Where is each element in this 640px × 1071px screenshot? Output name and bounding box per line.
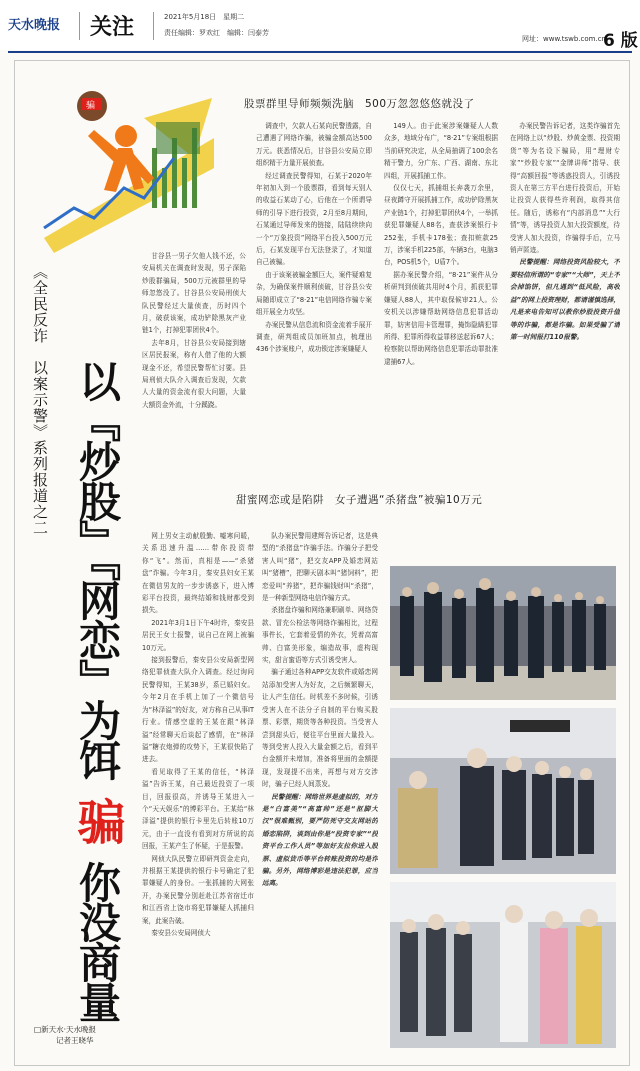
article1-subtitle: 股票群里导师频频洗脑 500万忽忽悠悠就没了 xyxy=(244,98,475,110)
article2-paragraph: 网侦大队民警立即研判资金走向，并根据王某提供的银行卡号确定了犯罪嫌疑人的身份。一张抓捕的大网张开，办案民警分别赶赴江苏省宿迁市和江西省上饶市将犯罪嫌疑人抓捕归案，此案告破。 xyxy=(142,854,254,925)
article1-warning xyxy=(510,256,620,343)
article2-paragraph: 网上男女主动献殷勤、嘘寒问暖，关系迅速升温……带你投资带你“飞”。然而，真相是——“杀猪盘”诈骗。今年3月，秦安县妇女王某在微信男友的一步步诱惑下，进入博彩平台投资，最终结婚和钱财都受到损失。 xyxy=(142,532,254,615)
article1-paragraph: 办案民警告诉记者，这类诈骗首先在网络上以“炒股、炒黄金票、投资期货”等为名设下骗局，用“理财专家”“炒股专家”“金牌讲师”指导、获得“高额回报”等诱惑投资人，引诱投资人在第三方平台进行投资后，开始让投资人获得些许利润，取得其信任。随后，诱称有“内部消息”“大行情”等，诱导投资人加大投资额度，待受害人加大投资，诈骗得手后，立马销声匿迹。 xyxy=(510,122,620,255)
article1-column-4 xyxy=(510,120,620,456)
headline-part-2: 骗 xyxy=(69,797,125,843)
warning-label: 民警提醒： xyxy=(519,258,553,267)
article2-column-2 xyxy=(262,530,378,1060)
headline-part-3: 你没商量 xyxy=(73,861,122,1021)
header-divider xyxy=(153,12,154,40)
article2-subtitle: 甜蜜网恋或是陷阱 女子遭遇“杀猪盘”被骗10万元 xyxy=(236,494,483,506)
section-title: 关注 xyxy=(90,14,135,40)
article2-paragraph: 队办案民警用建辉告诉记者，这是典型的“杀猪盘”诈骗手法。诈骗分子把受害人叫“猪”，把交友APP及婚恋网站叫“猪槽”，把聊天剧本叫“猪饲料”，把恋爱叫“养猪”，把诈骗钱财叫“杀猪”，是一种新型网络电信诈骗方式。 xyxy=(262,532,378,603)
byline xyxy=(34,1024,124,1046)
series-label: 《全民反诈 以案示警》系列报道之二 xyxy=(31,264,49,536)
police-arrest-photo-1 xyxy=(390,566,616,700)
article2-paragraph: 看见取得了王某的信任，“林泽溢”告诉王某，自己最近投资了一项目，回报很高，并诱导王某进入一个“天天娱乐”的博彩平台。王某给“林泽溢”提供的银行卡里先后转账10万元，由于一直没有看到对方所说的高回报，王某产生了怀疑，于是报警。 xyxy=(142,767,254,851)
header-divider xyxy=(79,12,80,40)
website-url: 网址：www.tswb.com.cn xyxy=(522,35,607,43)
article1-paragraph: 办案民警从信息流和资金流着手展开调查，研判组成员加班加点，梳理出436个涉案账户，成功锁定涉案嫌疑人 xyxy=(256,320,372,354)
article2-paragraph: 接到报警后，秦安县公安局新型网络犯罪侦查大队介入调查。经过询问民警得知，王某38岁，系已婚妇女。今年2月在手机上加了一个微信号为“林泽溢”的好友，对方称自己从事IT行业。情感空虚的王某在跟“林泽溢”经常聊天后谈起了感情，在“林泽溢”糖衣炮弹的攻势下，王某很快陷了进去。 xyxy=(142,656,254,764)
article2-column-1 xyxy=(142,530,254,1060)
issue-date: 2021年5月18日 星期二 xyxy=(164,13,245,21)
header-rule xyxy=(8,51,632,53)
article1-column-3 xyxy=(384,120,498,456)
article1-column-1 xyxy=(142,250,246,448)
warning-text: 网络投资风险较大，不要轻信所谓的“专家”“大师”，天上不会掉馅饼，但凡遇到“低风险，高收益”的网上投资理财，都请谨慎选择，凡是来电告知可以教你炒股投资升值等的诈骗，都是诈骗。如果受骗了请第一时间报打110报警。 xyxy=(510,258,620,341)
article1-paragraph: 仅仅七天，抓捕组长奔袭万余里，昼夜蹲守开展抓捕工作，成功铲除黑灰产业链1个，打掉犯罪团伙4个，一举抓获犯罪嫌疑人88名，查获涉案银行卡252张，手机卡178张；查扣赃款25万，涉案手机225部，车辆3台，电脑3台，POS机5个，U盾7个。 xyxy=(384,184,498,267)
article1-paragraph: 据办案民警介绍，“8·21”案件从分析研判到侦破共用时4个月，抓获犯罪嫌疑人88人，其中取保候审21人。公安机关以涉嫌帮助网络信息犯罪活动罪，妨害信用卡管理罪，掩饰隐瞒犯罪所得、犯罪所得收益罪移送起诉67人；检察院以帮助网络信息犯罪活动罪批准逮捕67人。 xyxy=(384,270,498,366)
article1-paragraph: 去年8月，甘谷县公安局接到辖区居民报案，称有人借了他的大额现金不还，希望民警帮忙讨要。县局刑侦大队介入调查后发现，欠款人大量的资金流有很大问题，大量大额资金外流，十分蹊跷。 xyxy=(142,338,246,409)
svg-text:骗: 骗 xyxy=(86,101,96,111)
page-header xyxy=(0,0,640,50)
article2-paragraph: 2021年3月1日下午4时许，秦安县居民王女士报警，说自己在网上被骗10万元。 xyxy=(142,618,254,652)
newspaper-logo: 天水晚报 xyxy=(8,18,61,33)
article2-paragraph: 秦安县公安局网侦大 xyxy=(151,929,211,937)
editor-credit: 责任编辑：罗欢红 编辑：闫泰芳 xyxy=(164,29,269,37)
article1-paragraph: 由于该案被骗金额巨大，案件疑难复杂，为确保案件顺利侦破，甘谷县公安局随即成立了“8·21”电信网络诈骗专案组开展全力攻坚。 xyxy=(256,270,372,317)
police-arrest-photo-3 xyxy=(390,882,616,1048)
warning-text: 网络世界是虚拟的，对方是“白富美”“高富帅”还是“抠脚大汉”很难甄别，要严防死守交友网站的婚恋陷阱，谈到由你是“投资专家”“投资平台工作人员”等加好友拉你进入股票、虚拟货币等平台转账投资的均是诈骗。另外，网络博彩是违法犯罪，应当远离。 xyxy=(262,792,378,888)
warning-label: 民警提醒： xyxy=(271,792,305,801)
article2-warning xyxy=(262,791,378,890)
article1-paragraph: 149人。由于此案涉案嫌疑人人数众多，地域分布广，“8·21”专案组根据当前研究决定，从全局抽调了100余名精干警力，分广东、广西、湖南、东北四组，开展抓捕工作。 xyxy=(384,122,498,180)
byline-outlet: □新天水·天水晚报 xyxy=(34,1025,96,1034)
police-arrest-photo-2 xyxy=(390,708,616,874)
article1-paragraph: 经过调查民警得知，石某于2020年年初加入到一个股票群，看到每天别人的收益石某动了心，后他在一个所谓导师的引导下进行投资，2月至8月期间，石某通过导师发来的链接，陆陆续续向一个“万象投资”网络平台投入500万元后，石某发现平台无法登录了，才知道自己被骗。 xyxy=(256,171,372,267)
page-number: 6 版 xyxy=(603,31,638,51)
article2-paragraph: 骗子通过各种APP交友软件或婚恋网站添加受害人为好友，之后频繁聊天，让人产生信任。时机差不多时候，引诱受害人在不法分子自制的平台购买股票、彩票，期货等各种投资。当受害人尝到甜头后，便往平台里面大量投入。等到受害人投入大量金额之后，看到平台金额并未增加，准备将里面的金额提现，发现提不出来，再想与对方交涉时，骗子已经人间蒸发。 xyxy=(262,668,378,789)
main-headline xyxy=(62,360,126,1021)
byline-reporter: 记者王晓华 xyxy=(56,1036,94,1045)
article1-paragraph: 调查中，欠款人石某向民警透露，自己遭遇了网络诈骗，被骗金额高达500万元。获悉情况后，甘谷县公安局立即组织精干力量开展侦查。 xyxy=(256,122,372,168)
article1-paragraph: 甘谷县一男子欠他人钱不还，公安局机关在调查时发现，男子深陷炒股群骗局，500万元被群里的导师忽悠没了。甘谷县公安局刑侦大队民警经过大量侦查，历时四个月，破获该案，成功铲除黑灰产业链1个，打掉犯罪团伙4个。 xyxy=(142,252,246,335)
article2-paragraph: 杀猪盘诈骗和网络兼职刷单、网络贷款、冒充公检法等网络诈骗相比，过程事件长，它套着爱情的外衣，凭着高富帅、白富美形象，编造故事，虚构现实，甜言蜜语等方式引诱受害人。 xyxy=(262,606,378,665)
headline-part-1: 以『炒股』『网恋』为饵 xyxy=(73,360,122,779)
article1-column-2 xyxy=(256,120,372,456)
stock-climber-illustration xyxy=(34,78,214,258)
